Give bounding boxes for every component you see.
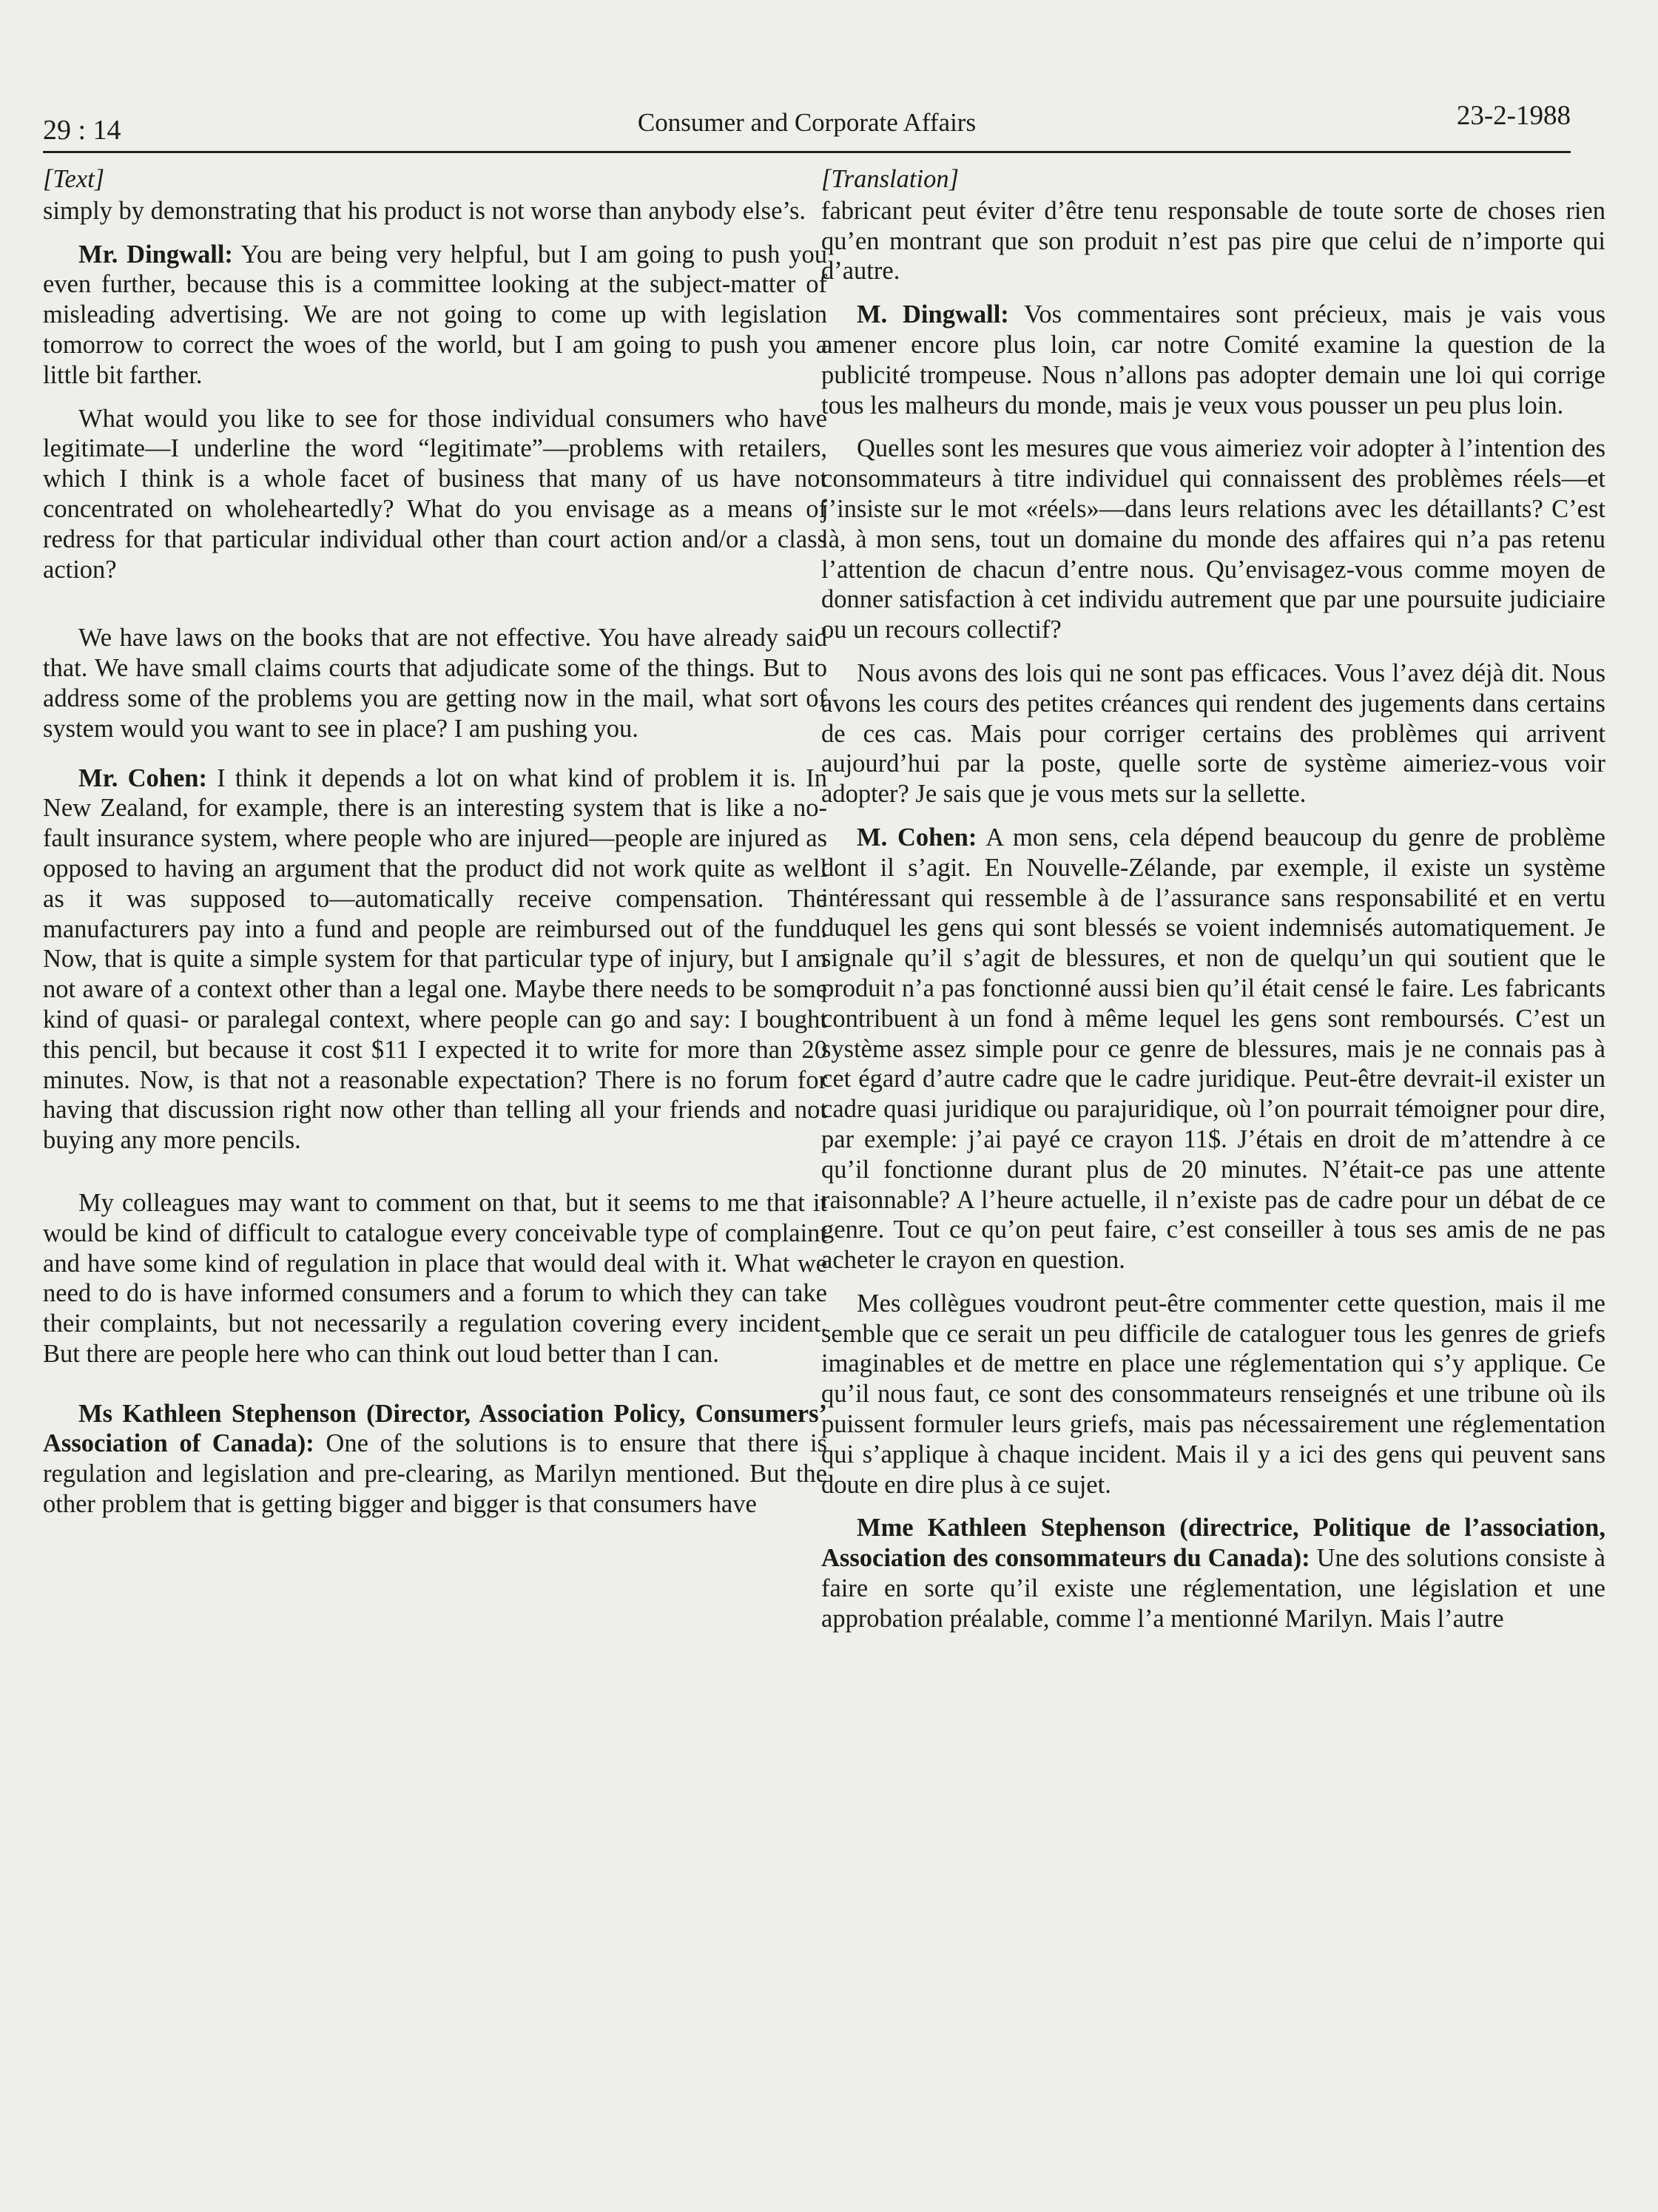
paragraph: Nous avons des lois qui ne sont pas efficaces. Vous l’avez déjà dit. Nous avons les cours des petites créances qui rendent des jugements dans certains de ces cas. Mais pour corriger certains des problèmes qui arrivent aujourd’hui par la poste, quelle sorte de système aimeriez-vous voir adopter? Je sais que je vous mets sur la sellette. <box>821 658 1605 809</box>
paragraph: Quelles sont les mesures que vous aimeriez voir adopter à l’intention des consommateurs à titre individuel qui connaissent des problèmes réels—et j’insiste sur le mot «réels»—dans leurs relations avec les détaillants? C’est là, à mon sens, tout un domaine du monde des affaires qui n’a pas retenu l’attention de chacun d’entre nous. Qu’envisagez-vous comme moyen de donner satisfaction à cet individu autrement que par une poursuite judiciaire ou un recours collectif? <box>821 434 1605 644</box>
french-column <box>821 164 1605 1648</box>
speech-text: One of the solutions is to ensure that there is regulation and legislation and pre-clearing, as Marilyn mentioned. But the other problem that is getting bigger and bigger is that consumers have <box>43 1429 827 1519</box>
speaker-name: Mr. Dingwall: <box>78 240 233 269</box>
speaker-name: Ms Kathleen Stephenson (Director, Association Policy, Consumers’ Association of Canada): <box>43 1399 827 1458</box>
speech-text: You are being very helpful, but I am going to push you even further, because this is a committee looking at the subject-matter of misleading advertising. We are not going to come up with legislation tomorrow to correct the woes of the world, but I am going to push you a little bit farther. <box>43 240 827 389</box>
paragraph <box>43 763 827 1156</box>
speaker-name: M. Cohen: <box>857 823 977 852</box>
translation-tag: [Translation] <box>821 165 959 193</box>
paragraph <box>821 1513 1605 1633</box>
paragraph <box>43 1399 827 1520</box>
page-date: 23-2-1988 <box>1456 101 1571 131</box>
page-header <box>43 95 1571 153</box>
paragraph <box>821 823 1605 1275</box>
speech-text: Vos commentaires sont précieux, mais je vais vous amener encore plus loin, car notre Comité examine la question de la publicité trompeuse. Nous n’allons pas adopter demain une loi qui corrige tous les malheurs du monde, mais je veux vous pousser un peu plus loin. <box>821 300 1605 419</box>
paragraph: Mes collègues voudront peut-être commenter cette question, mais il me semble que ce serait un peu difficile de cataloguer tous les genres de griefs imaginables et de mettre en place une réglementation qui s’y applique. Ce qu’il nous faut, ce sont des consommateurs renseignés et une tribune où ils puissent formuler leurs griefs, mais pas nécessairement une réglementation qui s’applique à chaque incident. Mais il y a ici des gens qui peuvent sans doute en dire plus à ce sujet. <box>821 1289 1605 1499</box>
speech-text: A mon sens, cela dépend beaucoup du genre de problème dont il s’agit. En Nouvelle-Zélande, par exemple, il existe un système intéressant qui ressemble à de l’assurance sans responsabilité et en vertu duquel les gens qui sont blessés se voient indemnisés automatiquement. Je signale qu’il s’agit de blessures, et non de quelqu’un qui soutient que le produit n’a pas fonctionné aussi bien qu’il était censé le faire. Les fabricants contribuent à un fond à même lequel les gens sont remboursés. C’est un système assez simple pour ce genre de blessures, mais je ne connais pas à cet égard d’autre cadre que le cadre juridique. Peut-être devrait-il exister un cadre quasi juridique ou parajuridique, où l’on pourrait témoigner pour dire, par exemple: j’ai payé ce crayon 11$. J’étais en droit de m’attendre à ce qu’il fonctionne durant plus de 20 minutes. N’était-ce pas une attente raisonnable? A l’heure actuelle, il n’existe pas de cadre pour un débat de ce genre. Tout ce qu’on peut faire, c’est conseiller à tous ses amis de ne pas acheter le crayon en question. <box>821 823 1605 1275</box>
paragraph <box>43 240 827 391</box>
speaker-name: Mr. Cohen: <box>78 763 207 792</box>
running-title: Consumer and Corporate Affairs <box>637 108 977 137</box>
paragraph: My colleagues may want to comment on that, but it seems to me that it would be kind of difficult to catalogue every conceivable type of complaint and have some kind of regulation in place that would deal with it. What we need to do is have informed consumers and a forum to which they can take their complaints, but not necessarily a regulation covering every incident. But there are people here who can think out loud better than I can. <box>43 1188 827 1368</box>
paragraph <box>821 300 1605 420</box>
speech-text: Une des solutions consiste à faire en sorte qu’il existe une réglementation, une législation et une approbation préalable, comme l’a mentionné Marilyn. Mais l’autre <box>821 1544 1605 1633</box>
speech-text: I think it depends a lot on what kind of problem it is. In New Zealand, for example, there is an interesting system that is like a no-fault insurance system, where people who are injured—people are injured as opposed to having an argument that the product did not work quite as well as it was supposed to—automatically receive compensation. The manufacturers pay into a fund and people are reimbursed out of the fund. Now, that is quite a simple system for that particular type of injury, but I am not aware of a context other than a legal one. Maybe there needs to be some kind of quasi- or paralegal context, where people can go and say: I bought this pencil, but because it cost $11 I expected it to write for more than 20 minutes. Now, is that not a reasonable expectation? There is no forum for having that discussion right now other than telling all your friends and not buying any more pencils. <box>43 763 827 1155</box>
text-tag: [Text] <box>43 165 105 193</box>
paragraph: We have laws on the books that are not effective. You have already said that. We have small claims courts that adjudicate some of the things. But to address some of the problems you are getting now in the mail, what sort of system would you want to see in place? I am pushing you. <box>43 624 827 743</box>
paragraph: simply by demonstrating that his product is not worse than anybody else’s. <box>43 196 806 225</box>
speaker-name: M. Dingwall: <box>857 300 1009 329</box>
paragraph: fabricant peut éviter d’être tenu responsable de toute sorte de choses rien qu’en montrant que son produit n’est pas pire que celui de n’importe qui d’autre. <box>821 196 1605 286</box>
paragraph: What would you like to see for those individual consumers who have legitimate—I underline the word “legitimate”—problems with retailers, which I think is a whole facet of business that many of us have not concentrated on wholeheartedly? What do you envisage as a means of redress for that particular individual other than court action and/or a class action? <box>43 404 827 584</box>
english-column <box>43 164 827 1533</box>
page-number: 29 : 14 <box>43 115 121 146</box>
speaker-name: Mme Kathleen Stephenson (directrice, Politique de l’association, Association des consommateurs du Canada): <box>821 1514 1605 1573</box>
